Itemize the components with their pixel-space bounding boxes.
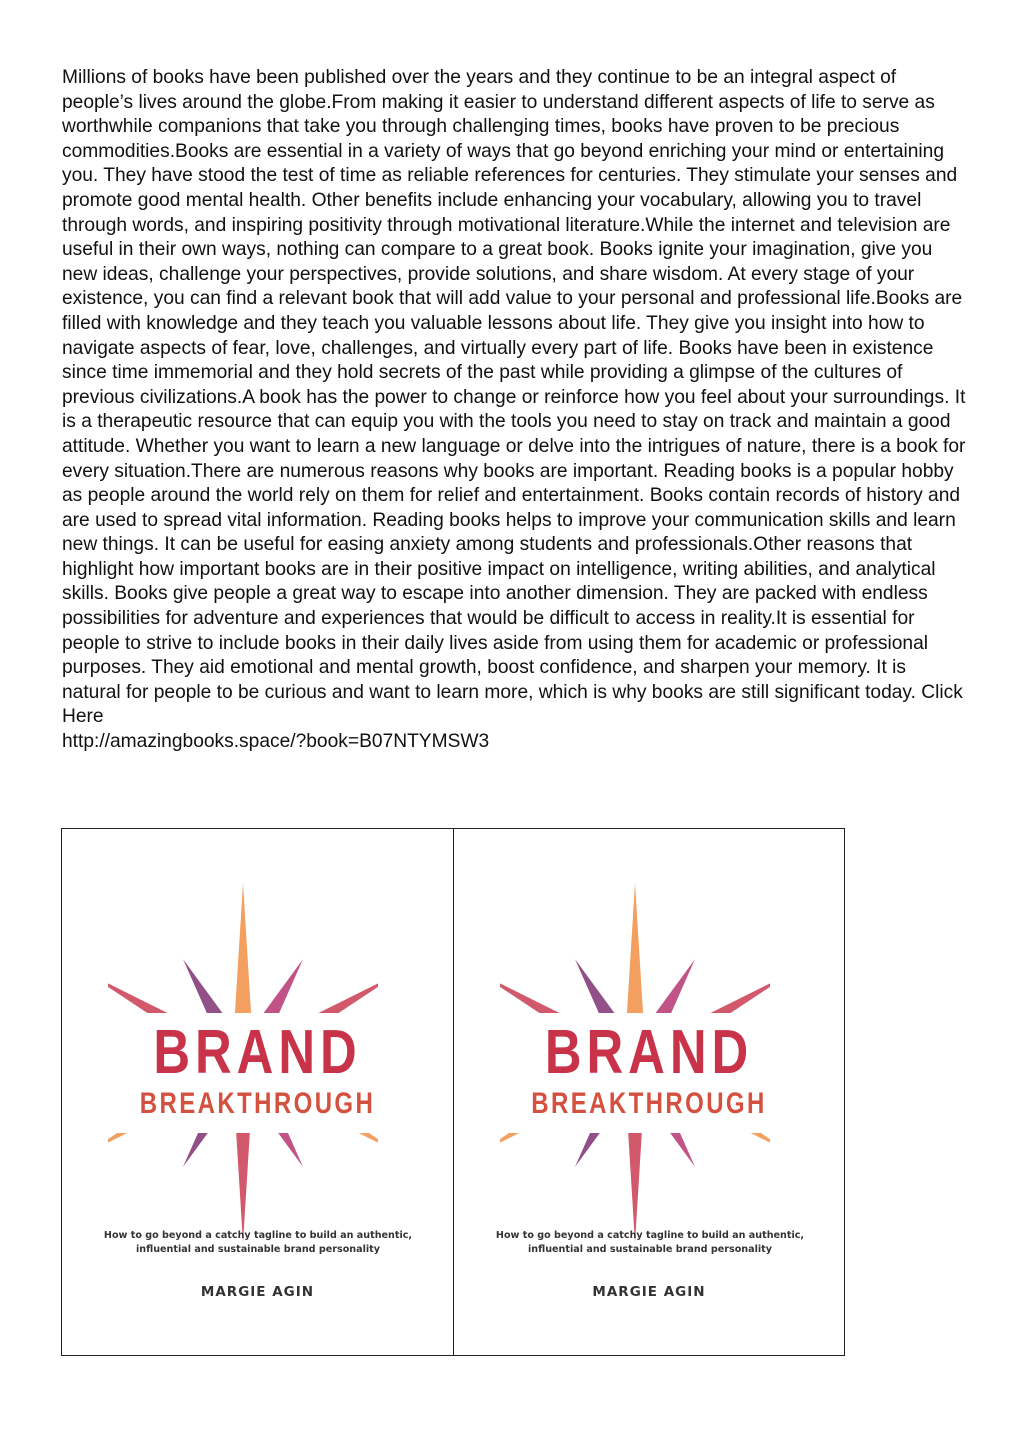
cover-author: MARGIE AGIN (592, 1284, 706, 1300)
cover-title-breakthrough: BREAKTHROUGH (139, 1087, 376, 1120)
body-paragraph: Millions of books have been published over the years and they continue to be an integral aspect of people’s lives around the globe.From making it easier to understand different aspects of life to serve as worthwhile companions that take you through challenging times, books have proven to be precious commodities.Books are essential in a variety of ways that go beyond enriching your mind or entertaining you. They have stood the test of time as reliable references for centuries. They stimulate your senses and promote good mental health. Other benefits include enhancing your vocabulary, allowing you to travel through words, and inspiring positivity through motivational literature.While the internet and television are useful in their own ways, nothing can compare to a great book. Books ignite your imagination, give you new ideas, challenge your perspectives, provide solutions, and share wisdom. At every stage of your existence, you can find a relevant book that will add value to your personal and professional life.Books are filled with knowledge and they teach you valuable lessons about life. They give you insight into how to navigate aspects of fear, love, challenges, and virtually every part of life. Books have been in existence since time immemorial and they hold secrets of the past while providing a glimpse of the cultures of previous civilizations.A book has the power to change or reinforce how you feel about your surroundings. It is a therapeutic resource that can equip you with the tools you need to stay on track and maintain a good attitude. Whether you want to learn a new language or delve into the intrigues of nature, there is a book for every situation.There are numerous reasons why books are important. Reading books is a popular hobby as people around the world rely on them for relief and entertainment. Books contain records of history and are used to spread vital information. Reading books helps to improve your communication skills and learn new things. It can be useful for easing anxiety among students and professionals.Other reasons that highlight how important books are in their positive impact on intelligence, writing abilities, and analytical skills. Books give people a great way to escape into another dimension. They are packed with endless possibilities for adventure and experiences that would be difficult to access in reality.It is essential for people to strive to include books in their daily lives aside from using them for academic or professional purposes. They aid emotional and mental growth, boost confidence, and sharpen your memory. It is natural for people to be curious and want to learn more, which is why books are still significant today. Click Here http://amazingbooks.space/?book=B07NTYMSW3 (62, 67, 966, 753)
book-cover-right (453, 829, 844, 1355)
cover-tagline: How to go beyond a catchy tagline to build an authentic, influential and sustainable brand personality (495, 1230, 805, 1255)
book-cover-left (62, 829, 453, 1355)
cover-tagline: How to go beyond a catchy tagline to build an authentic, influential and sustainable brand personality (103, 1230, 413, 1255)
cover-title-brand: BRAND (544, 1018, 754, 1087)
cover-title-brand: BRAND (153, 1018, 362, 1087)
cover-author: MARGIE AGIN (200, 1284, 315, 1300)
cover-title-breakthrough: BREAKTHROUGH (531, 1087, 767, 1120)
book-cover-images (61, 828, 845, 1356)
